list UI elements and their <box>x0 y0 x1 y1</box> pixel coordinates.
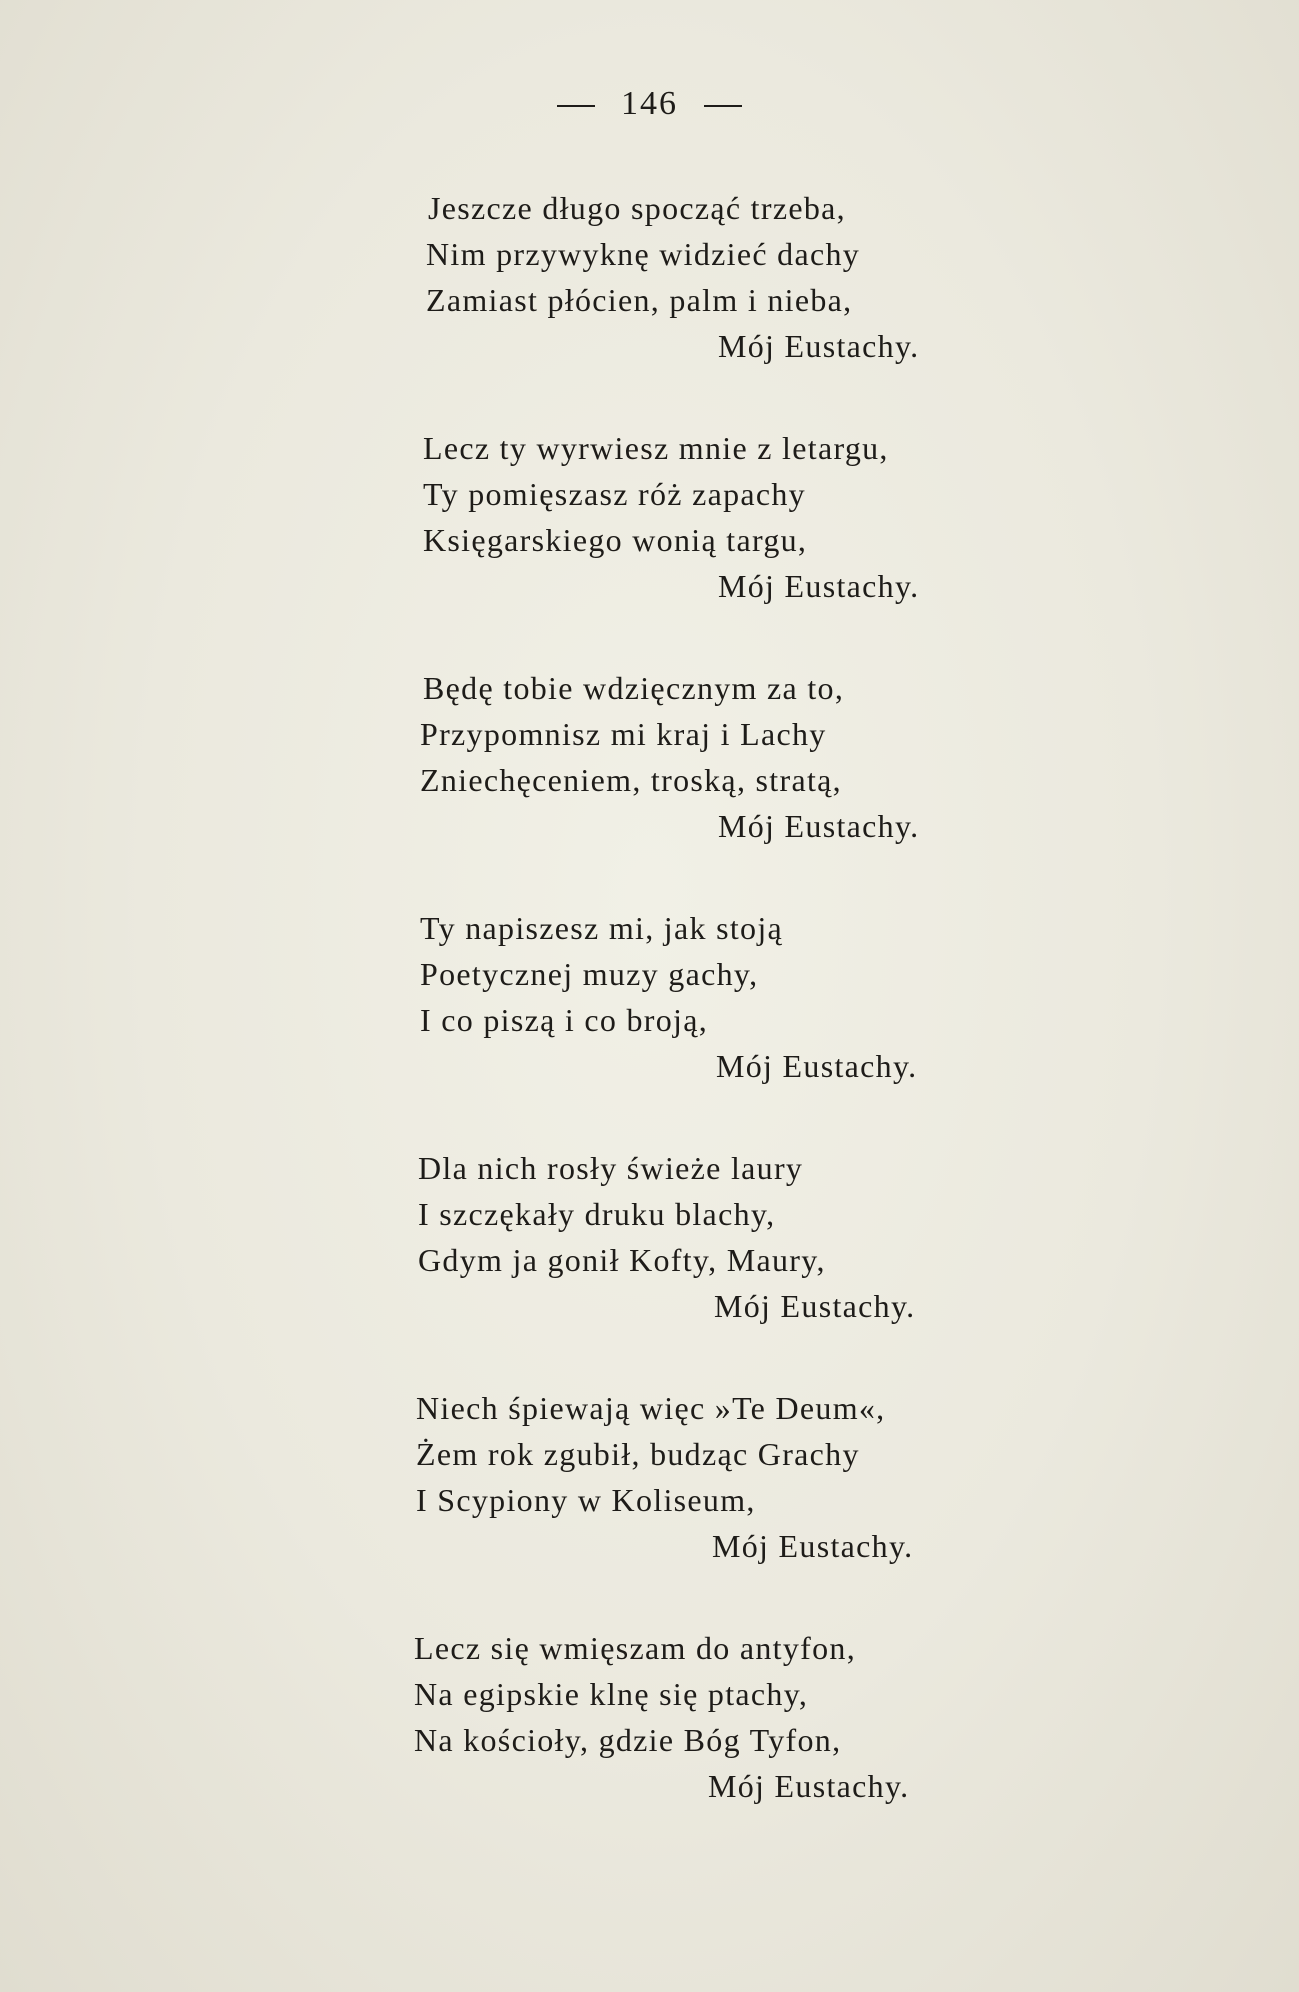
verse-line: Dla nich rosły świeże laury <box>418 1150 804 1186</box>
left-dash <box>557 105 595 107</box>
verse-line: Jeszcze długo spocząć trzeba, <box>428 190 846 226</box>
refrain-line: Mój Eustachy. <box>712 1528 914 1564</box>
page-number-header <box>0 84 1299 124</box>
stanza-5 <box>0 1145 1299 1385</box>
verse-line: Zamiast płócien, palm i nieba, <box>426 282 853 318</box>
verse-line: Ty pomięszasz róż zapachy <box>423 476 806 512</box>
verse-line: Ty napiszesz mi, jak stoją <box>420 910 784 946</box>
stanza-2 <box>0 425 1299 665</box>
stanza-4 <box>0 905 1299 1145</box>
verse-line: Nim przywyknę widzieć dachy <box>426 236 861 272</box>
verse-line: Zniechęceniem, troską, stratą, <box>420 762 842 798</box>
verse-line: Niech śpiewają więc »Te Deum«, <box>416 1390 886 1426</box>
refrain-line: Mój Eustachy. <box>718 328 920 364</box>
refrain-line: Mój Eustachy. <box>718 568 920 604</box>
verse-line: Na kościoły, gdzie Bóg Tyfon, <box>414 1722 842 1758</box>
page-number: 146 <box>621 85 678 122</box>
verse-line: Lecz się wmięszam do antyfon, <box>414 1630 856 1666</box>
verse-line: Poetycznej muzy gachy, <box>420 956 759 992</box>
verse-line: Żem rok zgubił, budząc Grachy <box>416 1436 860 1472</box>
stanza-6 <box>0 1385 1299 1625</box>
poem <box>0 185 1299 1865</box>
right-dash <box>704 105 742 107</box>
refrain-line: Mój Eustachy. <box>714 1288 916 1324</box>
verse-line: Gdym ja gonił Kofty, Maury, <box>418 1242 826 1278</box>
stanza-3 <box>0 665 1299 905</box>
verse-line: I co piszą i co broją, <box>420 1002 709 1038</box>
verse-line: Na egipskie klnę się ptachy, <box>414 1676 809 1712</box>
refrain-line: Mój Eustachy. <box>718 808 920 844</box>
refrain-line: Mój Eustachy. <box>716 1048 918 1084</box>
verse-line: I szczękały druku blachy, <box>418 1196 776 1232</box>
refrain-line: Mój Eustachy. <box>708 1768 910 1804</box>
stanza-1 <box>0 185 1299 425</box>
verse-line: I Scypiony w Koliseum, <box>416 1482 756 1518</box>
verse-line: Przypomnisz mi kraj i Lachy <box>420 716 827 752</box>
verse-line: Lecz ty wyrwiesz mnie z letargu, <box>423 430 889 466</box>
verse-line: Będę tobie wdzięcznym za to, <box>423 670 845 706</box>
verse-line: Księgarskiego wonią targu, <box>423 522 808 558</box>
stanza-7 <box>0 1625 1299 1865</box>
